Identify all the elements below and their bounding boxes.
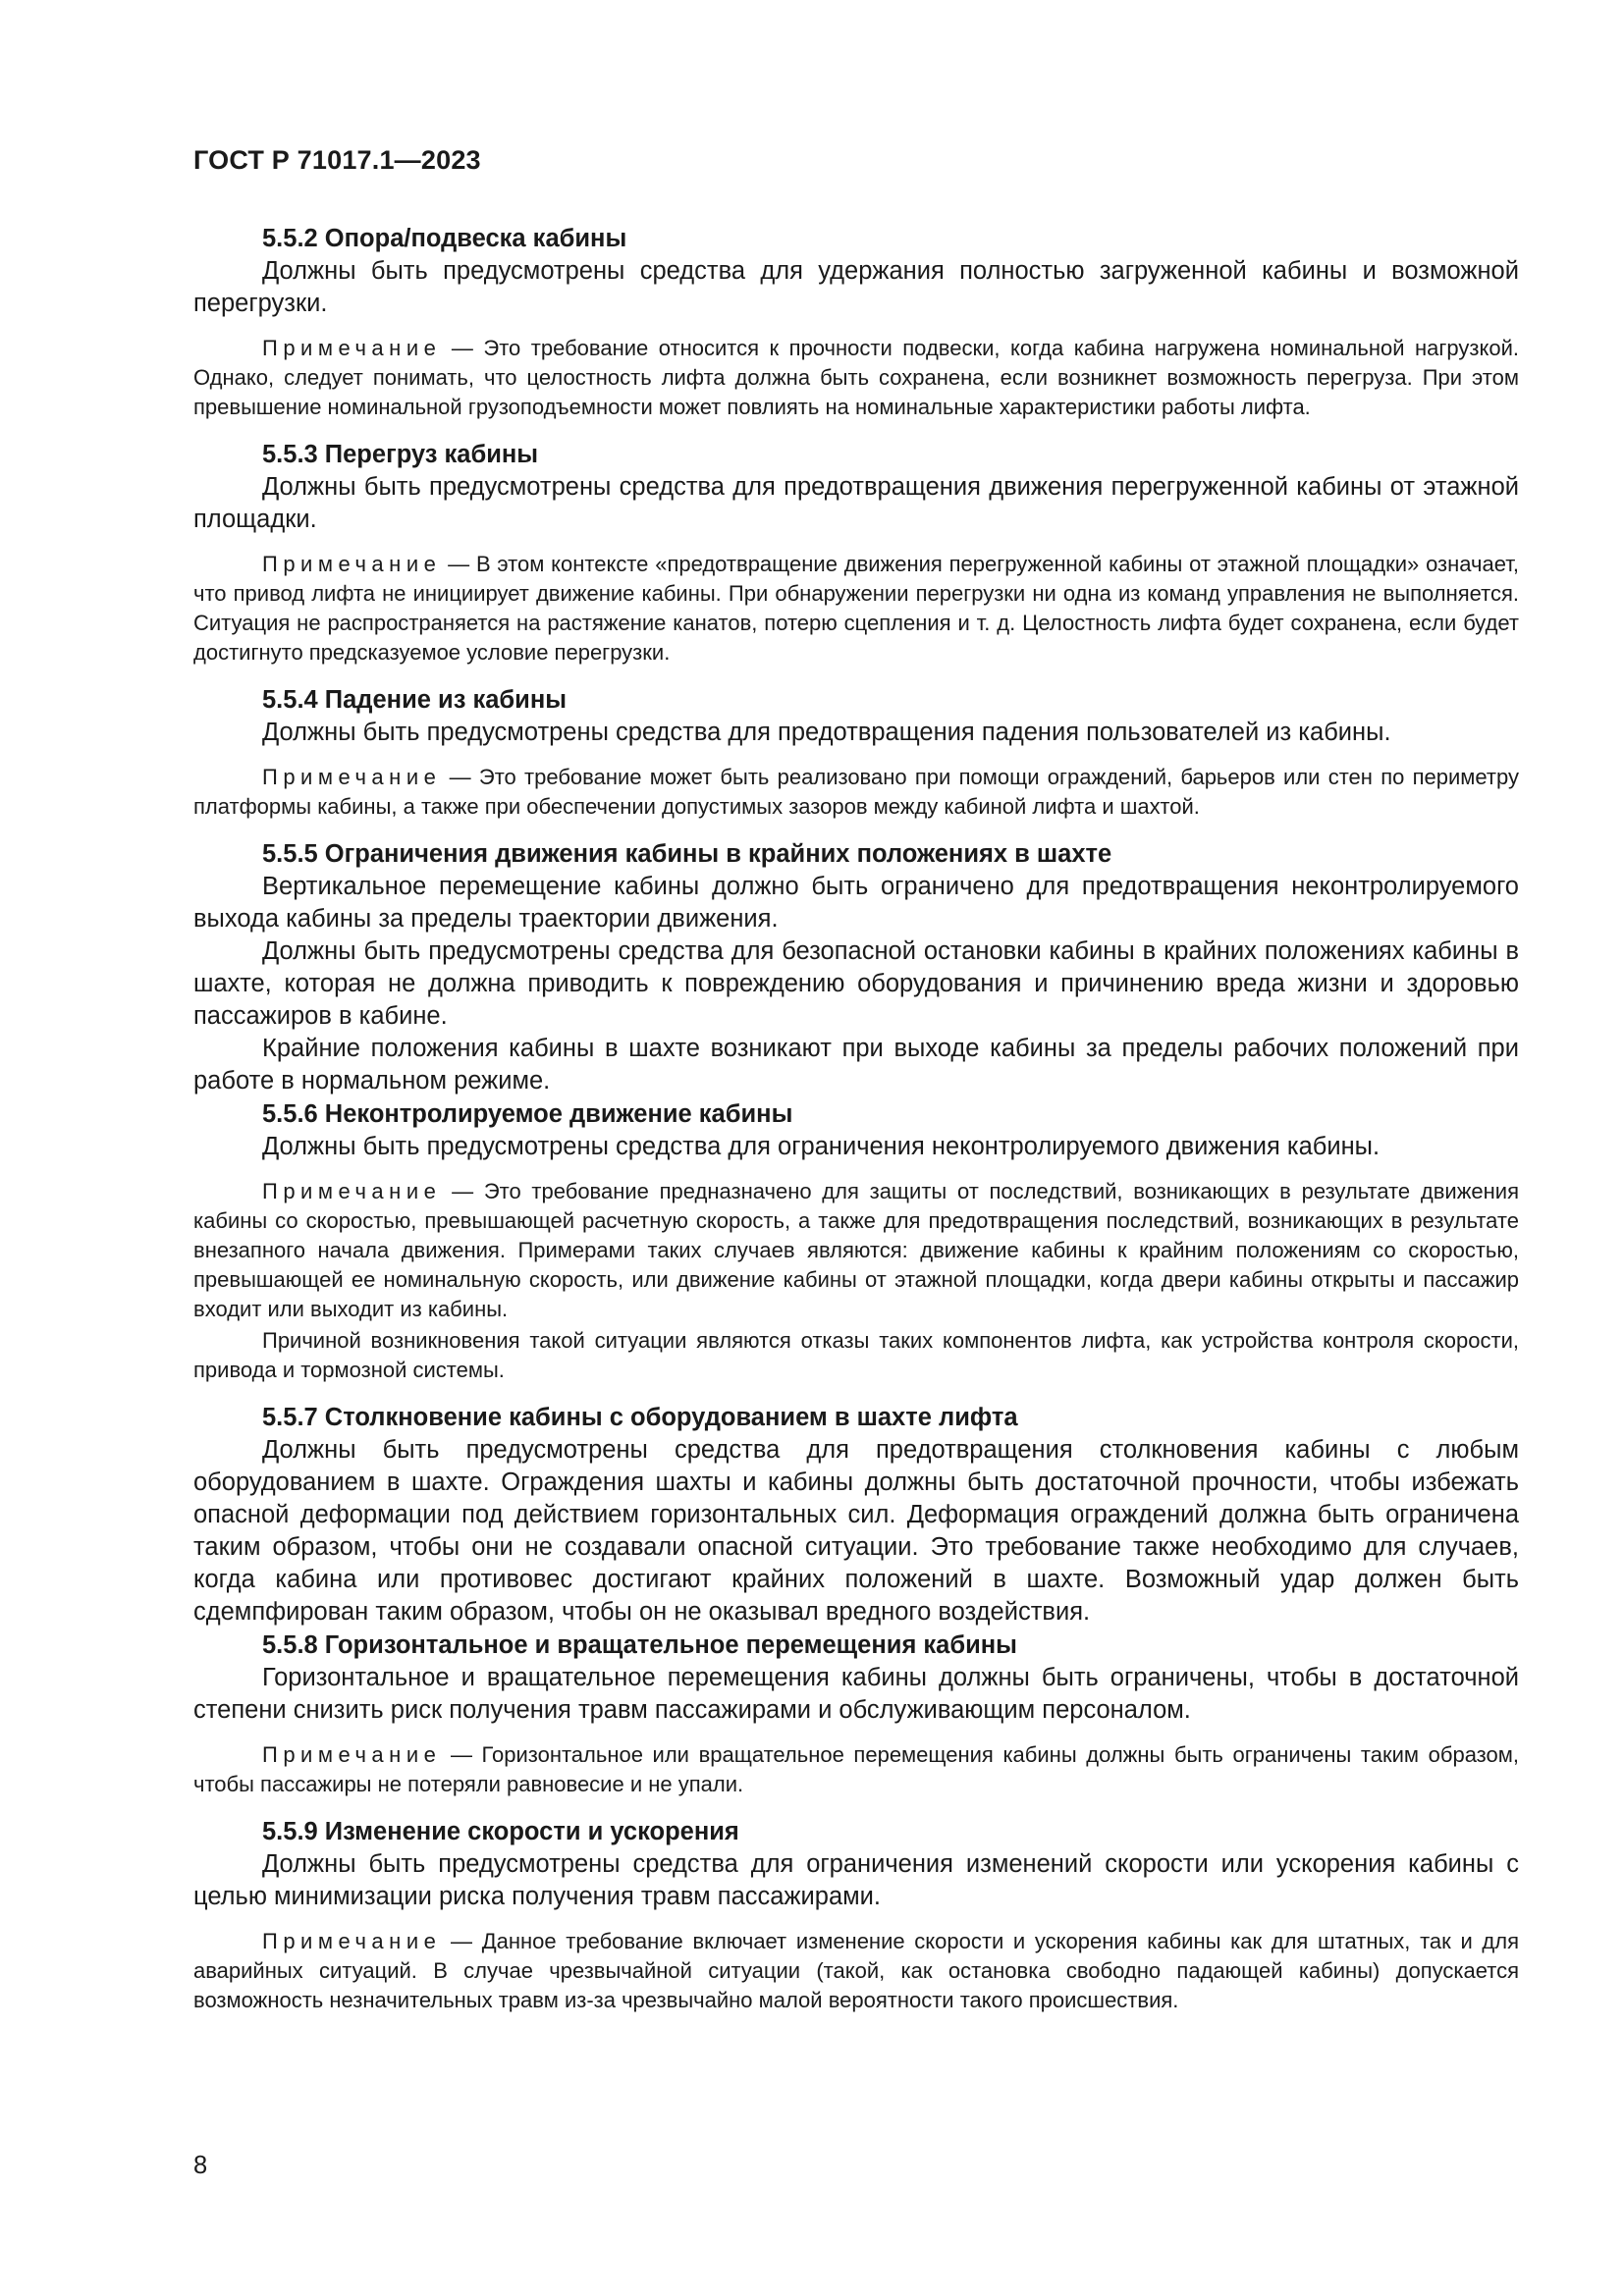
section-5-5-6	[193, 1097, 1519, 1385]
note	[193, 550, 1519, 667]
section-5-5-8	[193, 1629, 1519, 1799]
paragraph: Должны быть предусмотрены средства для удержания полностью загруженной кабины и возможной перегрузки.	[193, 257, 1519, 317]
note-text: Данное требование включает изменение скорости и ускорения кабины как для штатных, так и для аварийных ситуаций. В случае чрезвычайной ситуации (такой, как остановка свободно падающей кабины) допускается возможность незначительных травм из-за чрезвычайно малой вероятности такого происшествия.	[193, 1929, 1519, 2012]
section-title: 5.5.2 Опора/подвеска кабины	[262, 225, 627, 252]
section-title: 5.5.3 Перегруз кабины	[262, 441, 539, 468]
note-text: Это требование относится к прочности подвески, когда кабина нагружена номинальной нагрузкой. Однако, следует понимать, что целостность лифта должна быть сохранена, если возникнет возможность перегруза. При этом превышение номинальной грузоподъемности может повлиять на номинальные характеристики работы лифта.	[193, 336, 1519, 419]
section-5-5-7	[193, 1401, 1519, 1629]
note	[193, 334, 1519, 422]
document-body	[193, 222, 1519, 2015]
paragraph: Должны быть предусмотрены средства для предотвращения столкновения кабины с любым оборудованием в шахте. Ограждения шахты и кабины должны быть достаточной прочности, чтобы избежать опасной деформации под действием горизонтальных сил. Деформация ограждений должна быть ограничена таким образом, чтобы они не создавали опасной ситуации. Это требование также необходимо для случаев, когда кабина или противовес достигают крайних положений в шахте. Возможный удар должен быть сдемпфирован таким образом, чтобы он не оказывал вредного воздействия.	[193, 1436, 1519, 1626]
section-5-5-4	[193, 683, 1519, 822]
section-5-5-5	[193, 837, 1519, 1097]
paragraph: Горизонтальное и вращательное перемещения кабины должны быть ограничены, чтобы в достаточной степени снизить риск получения травм пассажирами и обслуживающим персоналом.	[193, 1664, 1519, 1724]
note	[193, 1927, 1519, 2015]
note-label: Примечание	[262, 336, 442, 360]
note-dash: —	[441, 1179, 484, 1203]
paragraph: Вертикальное перемещение кабины должно быть ограничено для предотвращения неконтролируемого выхода кабины за пределы траектории движения.	[193, 873, 1519, 933]
note	[193, 1740, 1519, 1799]
paragraph: Должны быть предусмотрены средства для предотвращения падения пользователей из кабины.	[262, 719, 1391, 746]
paragraph: Должны быть предусмотрены средства для предотвращения движения перегруженной кабины от этажной площадки.	[193, 473, 1519, 533]
section-title: 5.5.8 Горизонтальное и вращательное перемещения кабины	[262, 1631, 1017, 1659]
note-text: В этом контексте «предотвращение движения перегруженной кабины от этажной площадки» означает, что привод лифта не инициирует движение кабины. При обнаружении перегрузки ни одна из команд управления не выполняется. Ситуация не распространяется на растяжение канатов, потерю сцепления и т. д. Целостность лифта будет сохранена, если будет достигнуто предсказуемое условие перегрузки.	[193, 552, 1519, 665]
note	[193, 763, 1519, 822]
note	[193, 1177, 1519, 1324]
paragraph: Должны быть предусмотрены средства для ограничения изменений скорости или ускорения кабины с целью минимизации риска получения травм пассажирами.	[193, 1850, 1519, 1910]
note-label: Примечание	[262, 765, 442, 789]
paragraph: Крайние положения кабины в шахте возникают при выходе кабины за пределы рабочих положений при работе в нормальном режиме.	[193, 1035, 1519, 1095]
section-5-5-2	[193, 222, 1519, 422]
note-text: Это требование может быть реализовано при помощи ограждений, барьеров или стен по периметру платформы кабины, а также при обеспечении допустимых зазоров между кабиной лифта и шахтой.	[193, 765, 1519, 819]
note-text: Это требование предназначено для защиты от последствий, возникающих в результате движения кабины со скоростью, превышающей расчетную скорость, а также для предотвращения последствий, возникающих в результате внезапного начала движения. Примерами таких случаев являются: движение кабины к крайним положениям со скоростью, превышающей ее номинальную скорость, или движение кабины от этажной площадки, когда двери кабины открыты и пассажир входит или выходит из кабины.	[193, 1179, 1519, 1321]
section-5-5-9	[193, 1815, 1519, 2015]
page-number: 8	[193, 2152, 208, 2179]
note-label: Примечание	[262, 1179, 442, 1203]
note-continuation: Причиной возникновения такой ситуации являются отказы таких компонентов лифта, как устройства контроля скорости, привода и тормозной системы.	[193, 1328, 1519, 1382]
note-text: Горизонтальное или вращательное перемещения кабины должны быть ограничены таким образом, чтобы пассажиры не потеряли равновесие и не упали.	[193, 1742, 1519, 1796]
note-dash: —	[441, 765, 479, 789]
section-title: 5.5.6 Неконтролируемое движение кабины	[262, 1100, 793, 1128]
section-title: 5.5.7 Столкновение кабины с оборудованием в шахте лифта	[262, 1404, 1018, 1431]
note-label: Примечание	[262, 552, 442, 576]
note-dash: —	[441, 1929, 482, 1953]
section-title: 5.5.5 Ограничения движения кабины в крайних положениях в шахте	[262, 840, 1112, 868]
section-5-5-3	[193, 438, 1519, 667]
note-dash: —	[441, 552, 476, 576]
section-title: 5.5.4 Падение из кабины	[262, 686, 568, 714]
note-label: Примечание	[262, 1929, 442, 1953]
note-dash: —	[441, 336, 484, 360]
paragraph: Должны быть предусмотрены средства для безопасной остановки кабины в крайних положениях кабины в шахте, которая не должна приводить к повреждению оборудования и причинению вреда жизни и здоровью пассажиров в кабине.	[193, 937, 1519, 1030]
document-header: ГОСТ Р 71017.1—2023	[193, 145, 481, 175]
note-label: Примечание	[262, 1742, 442, 1767]
paragraph: Должны быть предусмотрены средства для ограничения неконтролируемого движения кабины.	[262, 1133, 1380, 1160]
note-dash: —	[441, 1742, 482, 1767]
section-title: 5.5.9 Изменение скорости и ускорения	[262, 1818, 739, 1845]
